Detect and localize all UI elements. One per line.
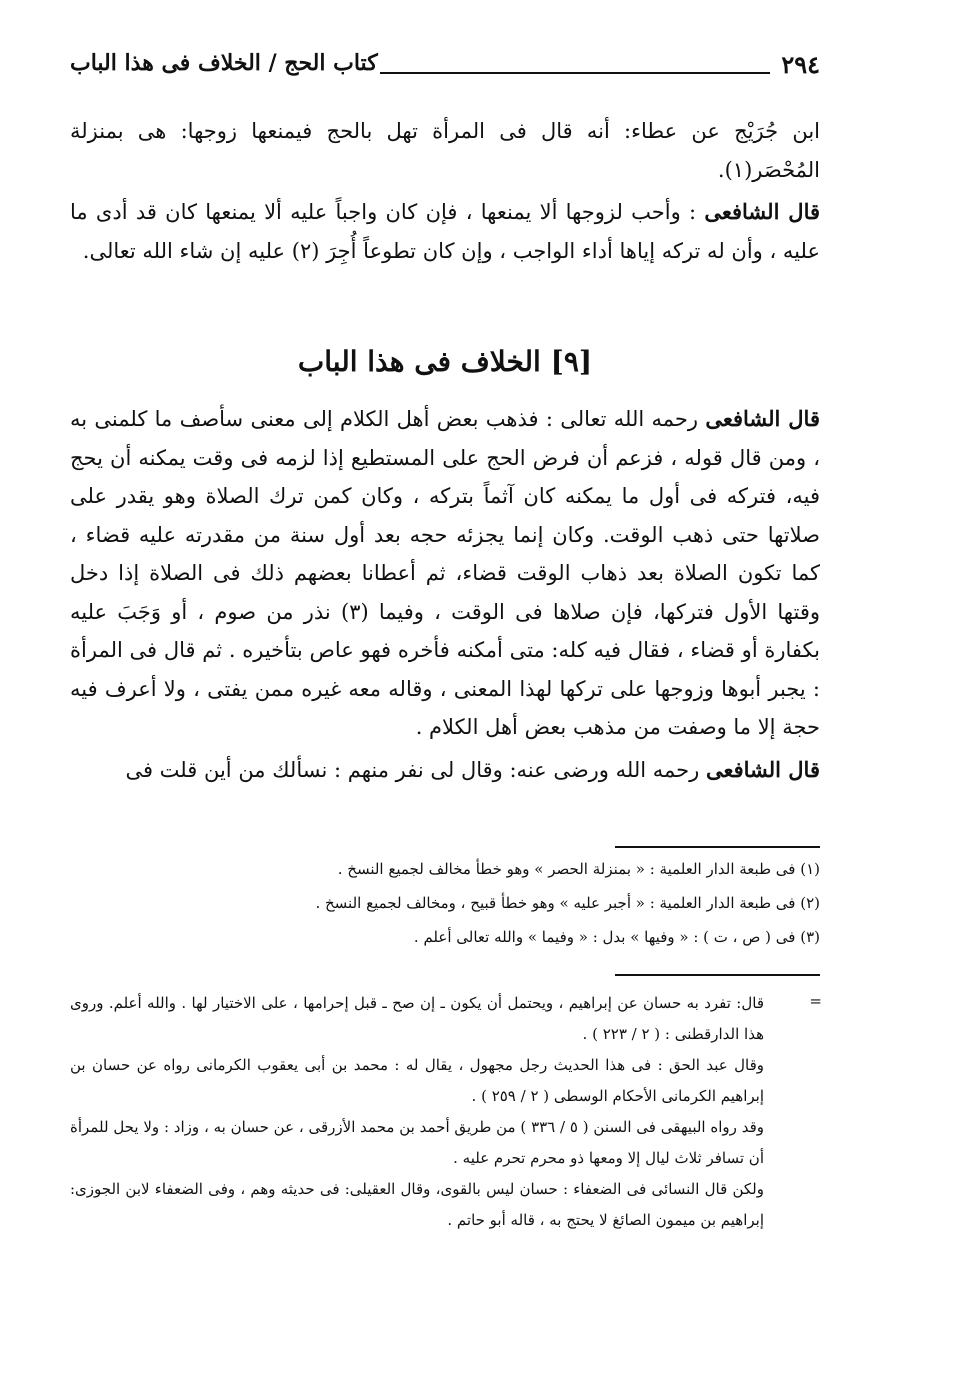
running-title: كتاب الحج / الخلاف فى هذا الباب bbox=[70, 50, 378, 76]
speaker-label: قال الشافعى bbox=[705, 756, 820, 782]
continuation-marker: = bbox=[809, 992, 822, 1010]
paragraph-text: ابن جُرَيْج عن عطاء: أنه قال فى المرأة تهل بالحج فيمنعها زوجها: هى بمنزلة المُحْصَر(١). bbox=[70, 119, 820, 182]
page-number: ٢٩٤ bbox=[781, 50, 820, 79]
continuation-rule bbox=[615, 974, 820, 976]
footnote: (٢) فى طبعة الدار العلمية : « أجبر عليه » وهو خطأ قبيح ، ومخالف لجميع النسخ . bbox=[315, 894, 820, 912]
paragraph bbox=[70, 193, 820, 270]
speaker-label: قال الشافعى bbox=[705, 406, 820, 431]
footnote-paragraph: قال: تفرد به حسان عن إبراهيم ، ويحتمل أن يكون ـ إن صح ـ قبل إحرامها ، على الاختيار لها . والله أعلم. وروى هذا الدارقطنى : ( ٢ / ٢٢٣ ) . bbox=[70, 994, 764, 1043]
footnote: (٣) فى ( ص ، ت ) : « وفيها » بدل : « وفيما » والله تعالى أعلم . bbox=[413, 928, 820, 946]
footnotes bbox=[70, 852, 820, 954]
footnote-paragraph: وقال عبد الحق : فى هذا الحديث رجل مجهول ، يقال له : محمد بن أبى يعقوب الكرمانى رواه عن حسان بن إبراهيم الكرمانى الأحكام الوسطى ( ٢ / ٢٥٩ ) . bbox=[70, 1056, 764, 1105]
continued-footnote bbox=[70, 988, 820, 1236]
paragraph bbox=[70, 400, 820, 747]
paragraph-text: رحمه الله ورضى عنه: وقال لى نفر منهم : نسألك من أين قلت فى bbox=[125, 757, 706, 782]
section-heading: [٩] الخلاف فى هذا الباب bbox=[297, 345, 593, 378]
footnote-paragraph: ولكن قال النسائى فى الضعفاء : حسان ليس بالقوى، وقال العقيلى: فى حديثه وهم ، وفى الضعفاء لابن الجوزى: إبراهيم بن ميمون الصائغ لا يحتج به ، قاله أبو حاتم . bbox=[70, 1180, 764, 1229]
paragraph bbox=[70, 751, 820, 790]
paragraph-text: : وأحب لزوجها ألا يمنعها ، فإن كان واجباً عليه ألا يمنعها كان قد أدى ما عليه ، وأن له تركه إياها أداء الواجب ، وإن كان تطوعاً أُجِرَ (٢) عليه إن شاء الله تعالى. bbox=[70, 200, 820, 263]
header-rule bbox=[380, 72, 770, 74]
footnote-paragraph: وقد رواه البيهقى فى السنن ( ٥ / ٣٣٦ ) من طريق أحمد بن محمد الأزرقى ، عن حسان به ، وزاد : ولا يحل للمرأة أن تسافر ثلاث ليال إلا ومعها ذو محرم تحرم عليه . bbox=[70, 1118, 764, 1167]
speaker-label: قال الشافعى bbox=[704, 199, 821, 224]
paragraph-text: رحمه الله تعالى : فذهب بعض أهل الكلام إلى معنى سأصف ما كلمنى به ، ومن قال قوله ، فزعم أن فرض الحج على المستطيع إذا لزمه فى وقت يمكنه أن يحج فيه، فتركه فى أول ما يمكنه كان آثماً بتركه ، وكان كمن ترك الصلاة وهو يقدر على صلاتها حتى ذهب الوقت. وكان إنما يجزئه حجه بعد أول سنة من مقدرته عليه قضاء ، كما تكون الصلاة بعد ذهاب الوقت قضاء، ثم أعطانا بعضهم ذلك فى الصلاة إذا دخل وقتها الأول فتركها، فإن صلاها فى الوقت ، وفيما (٣) نذر من صوم ، أو وَجَبَ عليه بكفارة أو قضاء ، فقال فيه كله: متى أمكنه فأخره فهو عاص بتأخيره . ثم قال فى المرأة : يجبر أبوها وزوجها على تركها لهذا المعنى ، وقاله معه غيره ممن يفتى ، ولا أعرف فيه حجة إلا ما وصفت من مذهب بعض أهل الكلام . bbox=[70, 407, 821, 739]
intro-text bbox=[70, 112, 820, 270]
paragraph bbox=[70, 112, 820, 189]
running-header bbox=[70, 50, 820, 90]
footnote: (١) فى طبعة الدار العلمية : « بمنزلة الحصر » وهو خطأ مخالف لجميع النسخ . bbox=[337, 860, 820, 878]
section-text bbox=[70, 400, 820, 789]
footnote-rule bbox=[615, 846, 820, 848]
